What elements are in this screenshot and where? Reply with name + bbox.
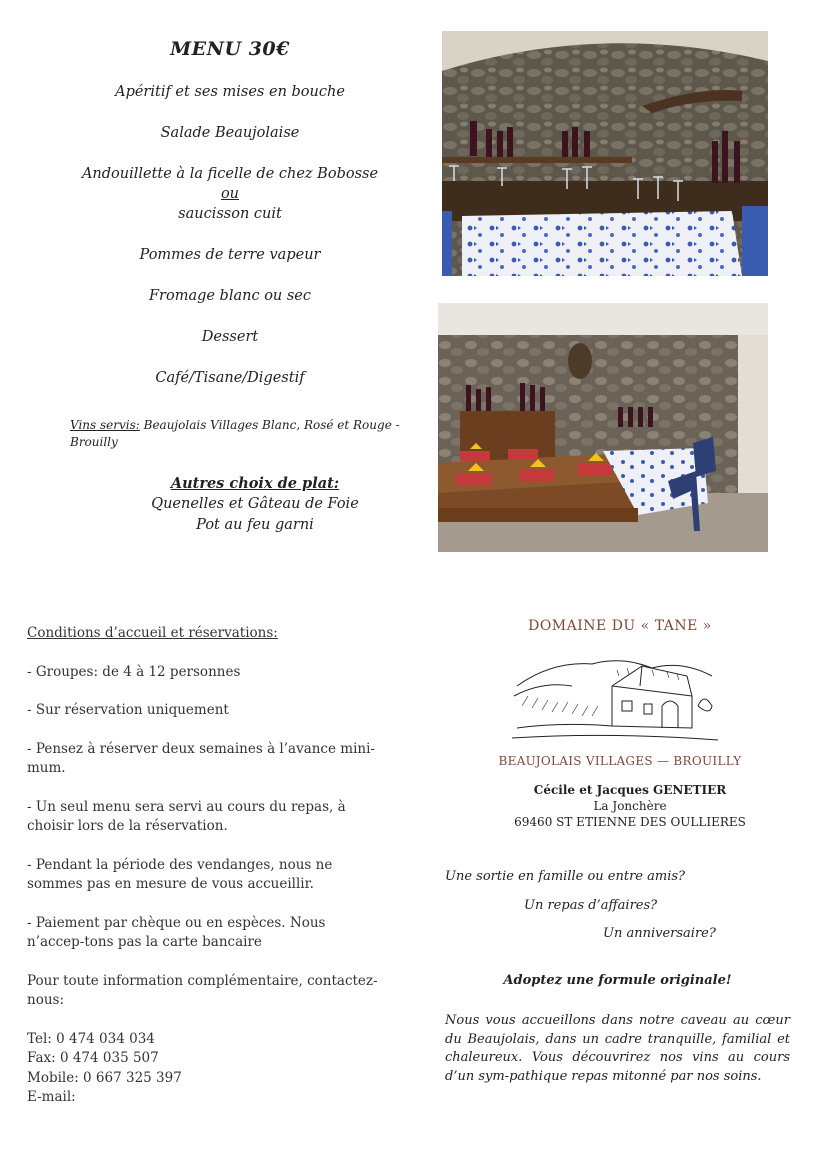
condition-item: - Groupes: de 4 à 12 personnes [27, 663, 241, 680]
wines-served [70, 417, 400, 451]
promo-question: Un anniversaire? [603, 926, 716, 941]
promo-question: Une sortie en famille ou entre amis? [445, 869, 685, 884]
condition-item: - Sur réservation uniquement [27, 702, 229, 718]
menu-item: Dessert [201, 329, 259, 345]
menu-item: Andouillette à la ficelle de chez Bobosse [81, 166, 379, 182]
wines-text: Beaujolais Villages Blanc, Rosé et Rouge - Brouilly [70, 418, 400, 449]
contact-tel: Tel: 0 474 034 034 [27, 1030, 155, 1047]
owner-address: 69460 ST ETIENNE DES OULLIERES [514, 815, 746, 829]
owner-place: La Jonchère [593, 799, 667, 813]
cellar-photo-2-image [438, 303, 768, 552]
other-dish: Quenelles et Gâteau de Foie [151, 496, 359, 512]
contact-email: E-mail: [27, 1089, 76, 1105]
other-dishes [40, 473, 470, 536]
owner-names: Cécile et Jacques GENETIER [533, 783, 727, 797]
contact-mobile: Mobile: 0 667 325 397 [27, 1069, 182, 1086]
cellar-photo-2 [438, 303, 768, 552]
menu-item: Fromage blanc ou sec [148, 288, 312, 304]
conditions [27, 624, 387, 1108]
conditions-title: Conditions d’accueil et réservations: [27, 625, 278, 641]
menu-item: Salade Beaujolaise [160, 125, 300, 141]
menu [40, 34, 420, 409]
cellar-photo-1 [442, 31, 768, 276]
condition-item: - Pendant la période des vendanges, nous ne sommes pas en mesure de vous accueillir. [27, 856, 333, 892]
farmhouse-sketch-logo [512, 646, 718, 746]
promo-question: Un repas d’affaires? [524, 898, 658, 913]
menu-title: MENU 30€ [170, 38, 290, 60]
menu-item: Apéritif et ses mises en bouche [115, 84, 345, 100]
menu-item: Café/Tisane/Digestif [155, 370, 305, 386]
promo-headline: Adoptez une formule originale! [503, 973, 732, 988]
condition-item: - Un seul menu sera servi au cours du repas, à choisir lors de la réservation. [27, 798, 346, 834]
menu-item-main [40, 164, 420, 224]
condition-item: Pour toute information complémentaire, contactez-nous: [27, 972, 378, 1008]
cellar-photo-1-image [442, 31, 768, 276]
menu-item: saucisson cuit [178, 206, 282, 222]
domain-name: DOMAINE DU « TANE » [528, 618, 712, 634]
promo-paragraph: Nous vous accueillons dans notre caveau au cœur du Beaujolais, dans un cadre tranquille, familial et chaleureux. Vous découvrirez nos vins au cours d’un sym-pathique repas mitonné par nos soins. [445, 1013, 790, 1084]
other-dishes-heading: Autres choix de plat: [170, 475, 340, 492]
other-dish: Pot au feu garni [196, 517, 314, 533]
wines-label: Vins servis: [70, 418, 140, 432]
menu-or: ou [220, 186, 240, 202]
owner-block [460, 782, 800, 830]
contact-fax: Fax: 0 474 035 507 [27, 1050, 159, 1066]
appellation: BEAUJOLAIS VILLAGES — BROUILLY [498, 754, 742, 768]
condition-item: - Paiement par chèque ou en espèces. Nous n’accep-tons pas la carte bancaire [27, 914, 326, 950]
condition-item: - Pensez à réserver deux semaines à l’avance mini-mum. [27, 740, 375, 776]
menu-item: Pommes de terre vapeur [139, 247, 321, 263]
contact-details [27, 1030, 387, 1108]
